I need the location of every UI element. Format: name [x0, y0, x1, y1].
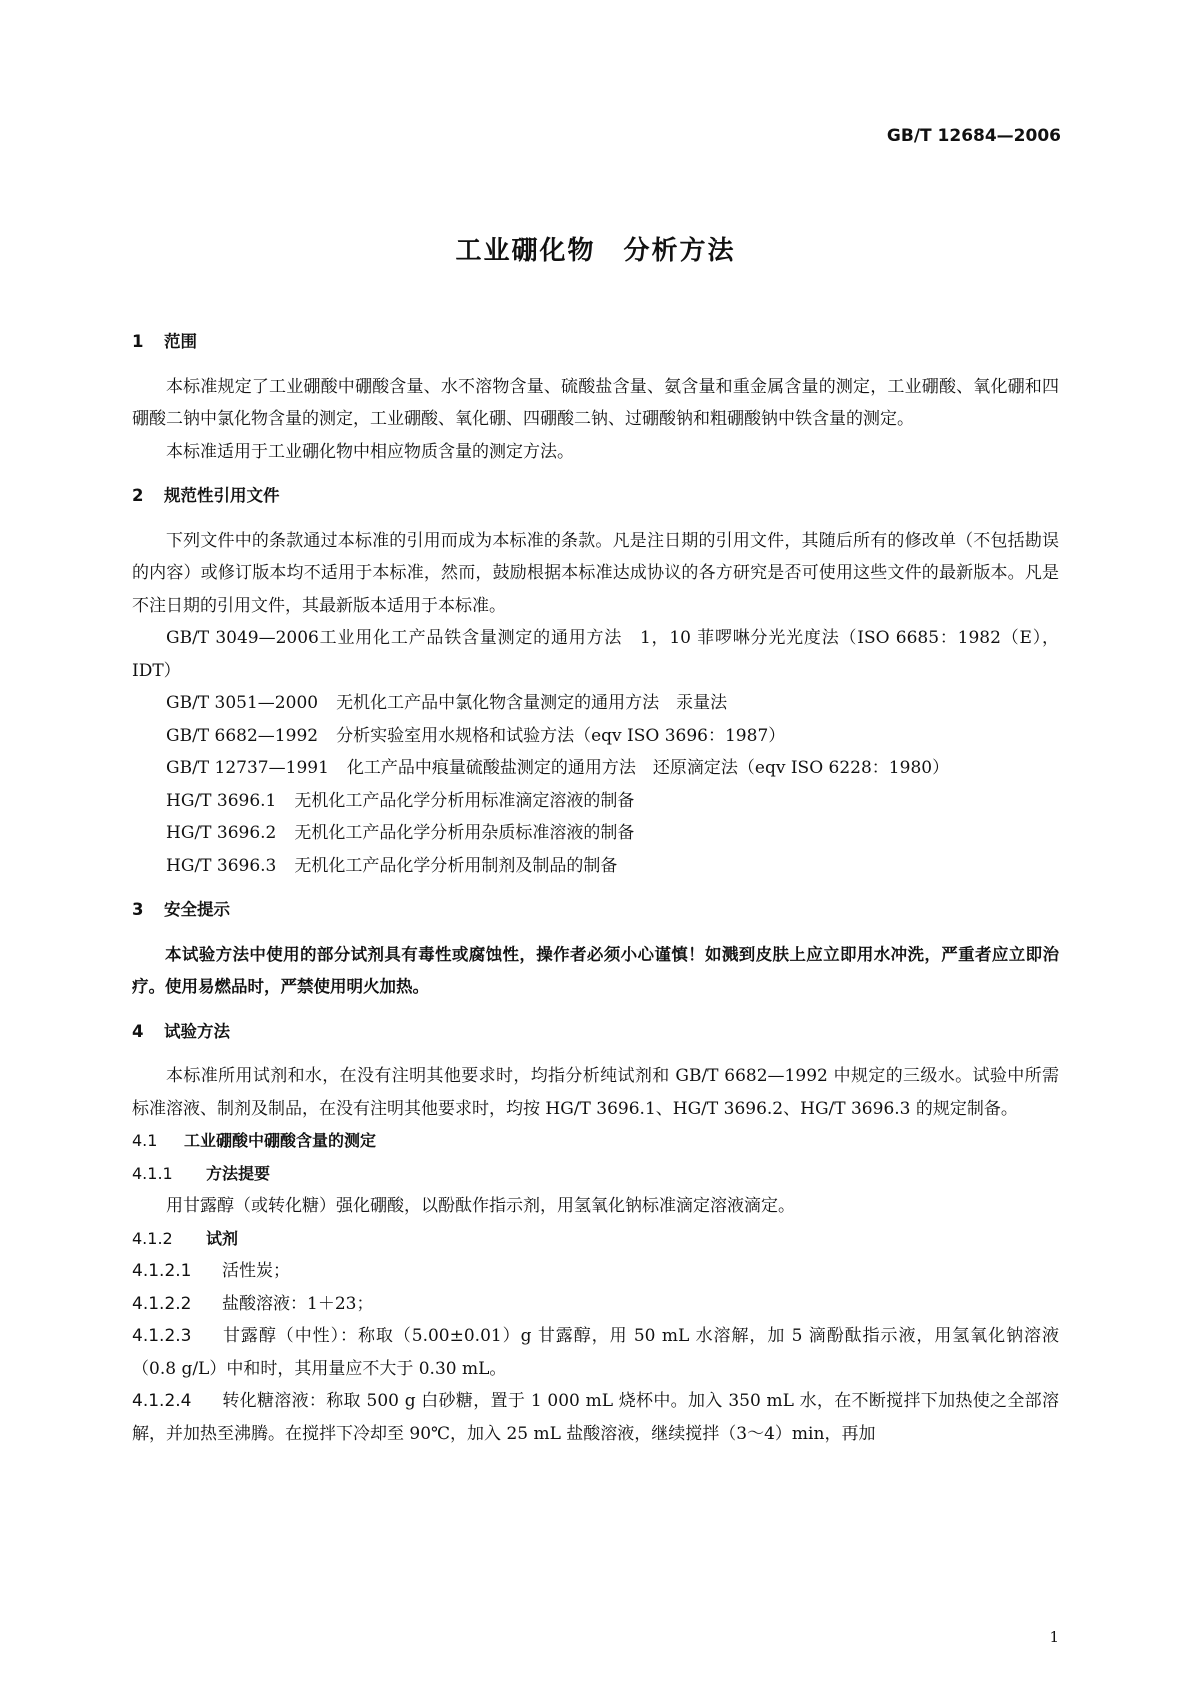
subsection-title: 工业硼酸中硼酸含量的测定 — [184, 1131, 377, 1150]
section-number: 3 — [132, 900, 144, 919]
item-text: 活性炭； — [222, 1261, 290, 1281]
reference-item — [132, 720, 1059, 753]
reference-item — [132, 850, 1059, 883]
reagent-item — [132, 1320, 1059, 1385]
reference-title: 分析实验室用水规格和试验方法（eqv ISO 3696：1987） — [336, 725, 786, 746]
item-text: 转化糖溶液：称取 500 g 白砂糖，置于 1 000 mL 烧杯中。加入 350 mL 水，在不断搅拌下加热使之全部溶解，并加热至沸腾。在搅拌下冷却至 90℃，加入 25 mL 盐酸溶液，继续搅拌（3～4）min，再加 — [132, 1391, 1059, 1444]
subsection-number: 4.1.2 — [132, 1228, 173, 1248]
subsection-heading — [132, 1158, 1059, 1191]
reference-item — [132, 752, 1059, 785]
item-number: 4.1.2.3 — [132, 1326, 192, 1346]
reference-title: 无机化工产品化学分析用制剂及制品的制备 — [294, 855, 618, 876]
paragraph: 用甘露醇（或转化糖）强化硼酸，以酚酞作指示剂，用氢氧化钠标准滴定溶液滴定。 — [166, 1196, 795, 1216]
subsection-number: 4.1.1 — [132, 1163, 173, 1183]
reference-title: 无机化工产品化学分析用杂质标准溶液的制备 — [294, 823, 635, 843]
reference-item — [132, 687, 1059, 720]
reference-code: HG/T 3696.1 — [166, 790, 277, 811]
section-heading-normative-references — [132, 480, 1059, 513]
section-title: 安全提示 — [164, 900, 230, 919]
paragraph: 本标准所用试剂和水，在没有注明其他要求时，均指分析纯试剂和 GB/T 6682—1992 中规定的三级水。试验中所需标准溶液、制剂及制品，在没有注明其他要求时，均按 HG/T 3696.1、HG/T 3696.2、HG/T 3696.3 的规定制备。 — [132, 1066, 1059, 1119]
safety-warning: 本试验方法中使用的部分试剂具有毒性或腐蚀性，操作者必须小心谨慎！如溅到皮肤上应立即用水冲洗，严重者应立即治疗。使用易燃品时，严禁使用明火加热。 — [132, 944, 1059, 996]
reagent-item — [132, 1385, 1059, 1450]
section-title: 规范性引用文件 — [164, 486, 280, 505]
standard-id: GB/T 12684—2006 — [886, 126, 1061, 146]
reference-item — [132, 817, 1059, 850]
section-title: 范围 — [164, 332, 197, 351]
reference-code: GB/T 12737—1991 — [166, 758, 329, 778]
reference-code: HG/T 3696.3 — [166, 855, 277, 876]
paragraph: 下列文件中的条款通过本标准的引用而成为本标准的条款。凡是注日期的引用文件，其随后所有的修改单（不包括勘误的内容）或修订版本均不适用于本标准，然而，鼓励根据本标准达成协议的各方研究是否可使用这些文件的最新版本。凡是不注日期的引用文件，其最新版本适用于本标准。 — [132, 530, 1059, 616]
subsection-title: 试剂 — [206, 1228, 239, 1248]
reagent-item — [132, 1255, 1059, 1288]
paragraph: 本标准适用于工业硼化物中相应物质含量的测定方法。 — [166, 441, 574, 462]
section-number: 4 — [132, 1021, 144, 1041]
reference-title: 无机化工产品化学分析用标准滴定溶液的制备 — [294, 790, 635, 811]
section-number: 2 — [132, 486, 144, 505]
subsection-heading — [132, 1223, 1059, 1256]
reference-item — [132, 785, 1059, 818]
subsection-heading — [132, 1125, 1059, 1158]
page-number: 1 — [1049, 1628, 1059, 1646]
reference-code: GB/T 3051—2000 — [166, 693, 319, 713]
subsection-title: 方法提要 — [206, 1163, 271, 1183]
item-number: 4.1.2.1 — [132, 1261, 192, 1281]
item-number: 4.1.2.2 — [132, 1293, 192, 1314]
reagent-item — [132, 1288, 1059, 1321]
item-text: 盐酸溶液：1＋23； — [222, 1293, 374, 1314]
reference-title: 工业用化工产品铁含量测定的通用方法 1，10 菲啰啉分光光度法（ISO 6685：1982（E），IDT） — [132, 628, 1059, 681]
document-body — [132, 326, 1059, 1450]
reference-title: 化工产品中痕量硫酸盐测定的通用方法 还原滴定法（eqv ISO 6228：1980） — [346, 758, 950, 778]
item-text: 甘露醇（中性）：称取（5.00±0.01）g 甘露醇，用 50 mL 水溶解，加 5 滴酚酞指示液，用氢氧化钠溶液（0.8 g/L）中和时，其用量应不大于 0.30 mL。 — [132, 1326, 1059, 1379]
section-heading-scope — [132, 326, 1059, 359]
reference-item — [132, 622, 1059, 687]
section-heading-safety — [132, 894, 1059, 927]
section-heading-test-methods — [132, 1016, 1059, 1049]
reference-code: HG/T 3696.2 — [166, 823, 277, 843]
subsection-number: 4.1 — [132, 1131, 158, 1150]
item-number: 4.1.2.4 — [132, 1391, 192, 1411]
reference-code: GB/T 6682—1992 — [166, 725, 319, 746]
section-title: 试验方法 — [164, 1021, 230, 1041]
document-title: 工业硼化物 分析方法 — [455, 236, 736, 266]
section-number: 1 — [132, 332, 144, 351]
reference-title: 无机化工产品中氯化物含量测定的通用方法 汞量法 — [336, 693, 728, 713]
reference-code: GB/T 3049—2006 — [166, 628, 319, 648]
paragraph: 本标准规定了工业硼酸中硼酸含量、水不溶物含量、硫酸盐含量、氨含量和重金属含量的测定，工业硼酸、氧化硼和四硼酸二钠中氯化物含量的测定，工业硼酸、氧化硼、四硼酸二钠、过硼酸钠和粗硼酸钠中铁含量的测定。 — [132, 376, 1059, 429]
